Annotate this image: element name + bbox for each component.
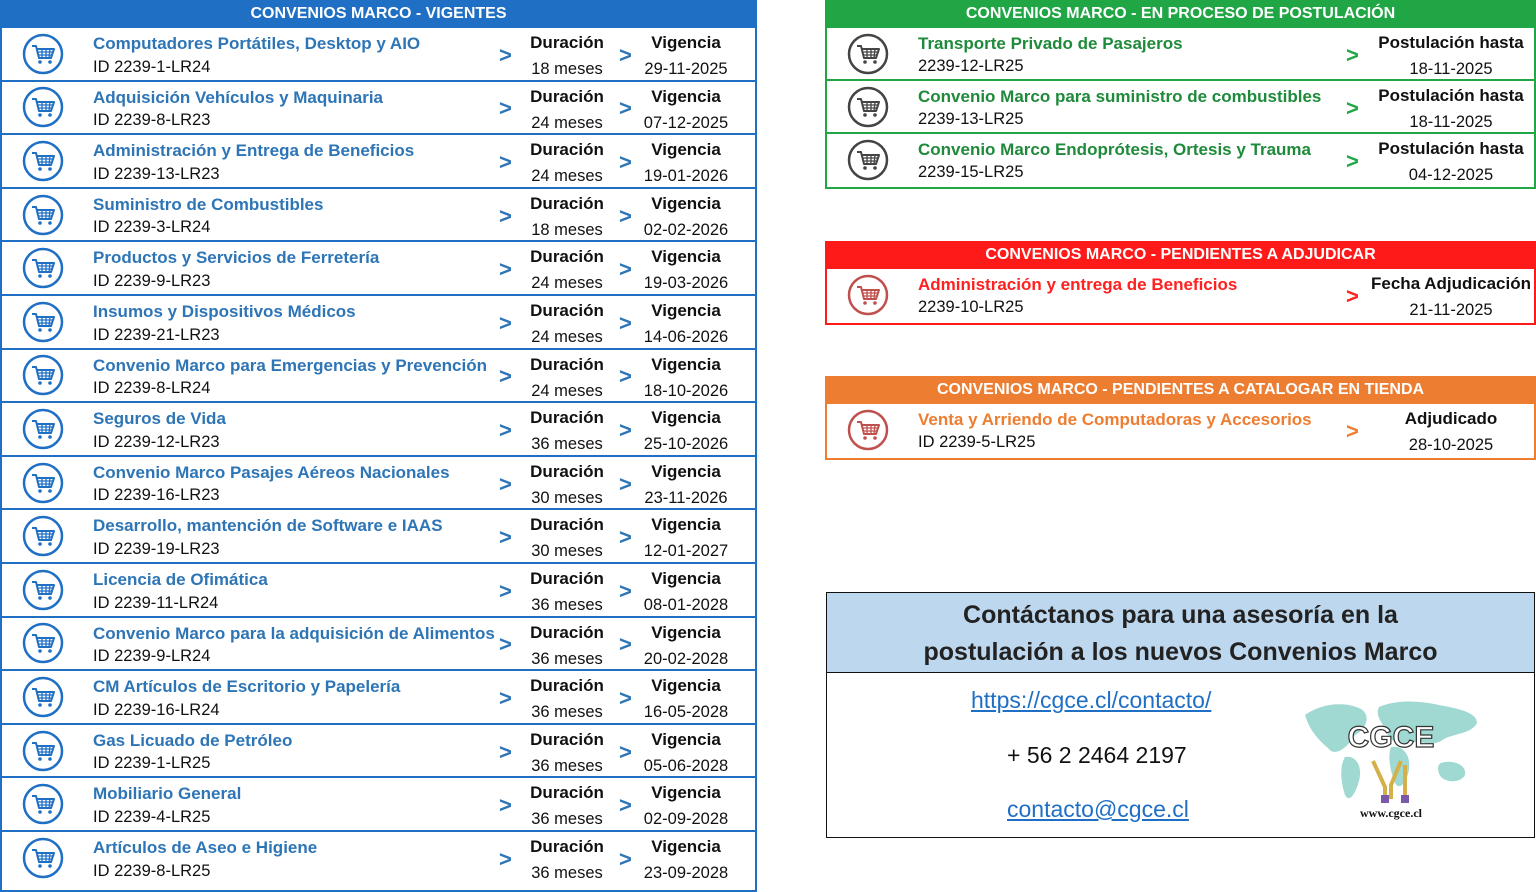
- convenio-id: 2239-13-LR25: [918, 110, 1024, 128]
- vigentes-row[interactable]: [2, 348, 755, 402]
- convenio-name[interactable]: Administración y Entrega de Beneficios: [93, 141, 415, 161]
- chevron-right-icon: >: [499, 792, 512, 818]
- catalogar-panel: [825, 376, 1536, 460]
- vigencia-col: [634, 28, 738, 79]
- fecha-value: 18-11-2025: [1409, 113, 1493, 131]
- vigentes-row[interactable]: [2, 401, 755, 455]
- chevron-right-icon: >: [619, 524, 632, 550]
- postulacion-row[interactable]: [827, 132, 1534, 185]
- shopping-cart-icon: [22, 837, 64, 879]
- duracion-label: Duración: [530, 300, 604, 320]
- vigencia-col: [634, 296, 738, 347]
- vigencia-value: 25-10-2026: [643, 435, 729, 454]
- duracion-value: 24 meses: [531, 274, 603, 293]
- duracion-col: [522, 350, 612, 401]
- fecha-label: Postulación hasta: [1378, 86, 1524, 105]
- shopping-cart-icon: [22, 462, 64, 504]
- shopping-cart-icon: [22, 33, 64, 75]
- vigentes-row[interactable]: [2, 240, 755, 294]
- duracion-label: Duración: [530, 408, 604, 428]
- convenio-name[interactable]: Productos y Servicios de Ferretería: [93, 248, 380, 268]
- shopping-cart-icon: [22, 676, 64, 718]
- chevron-right-icon: >: [619, 95, 632, 121]
- fecha-label: Postulación hasta: [1378, 33, 1524, 52]
- convenio-id: ID 2239-13-LR23: [93, 164, 220, 183]
- duracion-col: [522, 135, 612, 186]
- duracion-value: 36 meses: [531, 863, 603, 882]
- shopping-cart-icon: [22, 194, 64, 236]
- duracion-value: 36 meses: [531, 703, 603, 722]
- catalogar-list: [827, 402, 1534, 455]
- vigentes-row[interactable]: [2, 26, 755, 80]
- convenio-id: ID 2239-8-LR23: [93, 111, 211, 130]
- chevron-right-icon: >: [619, 363, 632, 389]
- contact-box: [826, 592, 1535, 838]
- duracion-col: [522, 457, 612, 508]
- vigentes-row[interactable]: [2, 455, 755, 509]
- vigencia-col: [634, 725, 738, 776]
- chevron-right-icon: >: [1346, 94, 1359, 120]
- shopping-cart-icon: [22, 622, 64, 664]
- convenio-id: 2239-15-LR25: [918, 163, 1024, 181]
- shopping-cart-icon: [847, 33, 889, 75]
- vigencia-value: 19-03-2026: [643, 274, 729, 293]
- duracion-label: Duración: [530, 247, 604, 267]
- convenio-id: ID 2239-16-LR23: [93, 486, 220, 505]
- vigentes-row[interactable]: [2, 616, 755, 670]
- convenio-name[interactable]: Gas Licuado de Petróleo: [93, 730, 293, 750]
- vigencia-label: Vigencia: [651, 300, 721, 320]
- convenio-id: ID 2239-1-LR24: [93, 57, 211, 76]
- convenio-name[interactable]: Convenio Marco Endoprótesis, Ortesis y Trauma: [918, 140, 1311, 159]
- chevron-right-icon: >: [499, 738, 512, 764]
- vigentes-row[interactable]: [2, 294, 755, 348]
- shopping-cart-icon: [847, 86, 889, 128]
- chevron-right-icon: >: [619, 631, 632, 657]
- shopping-cart-icon: [847, 139, 889, 181]
- duracion-col: [522, 242, 612, 293]
- chevron-right-icon: >: [619, 42, 632, 68]
- chevron-right-icon: >: [499, 524, 512, 550]
- chevron-right-icon: >: [1346, 147, 1359, 173]
- fecha-col: [1367, 269, 1535, 320]
- convenio-id: 2239-12-LR25: [918, 57, 1024, 75]
- vigencia-value: 07-12-2025: [643, 113, 729, 132]
- fecha-value: 18-11-2025: [1409, 60, 1493, 78]
- fecha-value: 21-11-2025: [1409, 301, 1493, 319]
- catalogar-header: CONVENIOS MARCO - PENDIENTES A CATALOGAR EN TIENDA: [825, 376, 1536, 402]
- duracion-value: 24 meses: [531, 113, 603, 132]
- vigencia-col: [634, 242, 738, 293]
- adjudicar-list: [827, 267, 1534, 320]
- contact-email-link[interactable]: contacto@cgce.cl: [1007, 796, 1189, 822]
- duracion-col: [522, 832, 612, 883]
- shopping-cart-icon: [847, 274, 889, 316]
- duracion-label: Duración: [530, 729, 604, 749]
- chevron-right-icon: >: [499, 310, 512, 336]
- vigencia-col: [634, 564, 738, 615]
- vigencia-label: Vigencia: [651, 568, 721, 588]
- duracion-label: Duración: [530, 354, 604, 374]
- duracion-col: [522, 189, 612, 240]
- adjudicar-panel: [825, 241, 1536, 325]
- duracion-col: [522, 778, 612, 829]
- duracion-col: [522, 510, 612, 561]
- convenio-id: 2239-10-LR25: [918, 298, 1024, 316]
- vigentes-row[interactable]: [2, 723, 755, 777]
- vigencia-label: Vigencia: [651, 676, 721, 696]
- convenio-name[interactable]: Administración y entrega de Beneficios: [918, 275, 1238, 294]
- convenio-name[interactable]: Suministro de Combustibles: [93, 194, 324, 214]
- contact-title: [827, 593, 1534, 673]
- shopping-cart-icon: [22, 301, 64, 343]
- duracion-label: Duración: [530, 622, 604, 642]
- shopping-cart-icon: [22, 569, 64, 611]
- shopping-cart-icon: [22, 86, 64, 128]
- duracion-col: [522, 618, 612, 669]
- chevron-right-icon: >: [499, 417, 512, 443]
- vigencia-col: [634, 778, 738, 829]
- convenio-id: ID 2239-9-LR24: [93, 647, 211, 666]
- chevron-right-icon: >: [619, 417, 632, 443]
- shopping-cart-icon: [847, 409, 889, 451]
- vigentes-header: CONVENIOS MARCO - VIGENTES: [0, 0, 757, 26]
- vigencia-value: 20-02-2028: [643, 649, 729, 668]
- convenio-name[interactable]: Transporte Privado de Pasajeros: [918, 34, 1183, 53]
- vigencia-label: Vigencia: [651, 836, 721, 856]
- convenio-name[interactable]: Licencia de Ofimática: [93, 569, 268, 589]
- logo-text: CGCE: [1347, 721, 1435, 754]
- vigencia-label: Vigencia: [651, 247, 721, 267]
- vigencia-value: 05-06-2028: [643, 756, 729, 775]
- chevron-right-icon: >: [499, 578, 512, 604]
- vigentes-row[interactable]: [2, 508, 755, 562]
- shopping-cart-icon: [22, 783, 64, 825]
- shopping-cart-icon: [847, 139, 889, 181]
- duracion-value: 30 meses: [531, 488, 603, 507]
- shopping-cart-icon: [22, 140, 64, 182]
- fecha-col: [1367, 134, 1535, 185]
- shopping-cart-icon: [22, 301, 64, 343]
- contact-phone: + 56 2 2464 2197: [1007, 742, 1187, 768]
- contact-title-line1: Contáctanos para una asesoría en la: [963, 601, 1398, 629]
- convenio-id: ID 2239-19-LR23: [93, 539, 220, 558]
- convenio-name[interactable]: Seguros de Vida: [93, 409, 226, 429]
- shopping-cart-icon: [22, 194, 64, 236]
- chevron-right-icon: >: [619, 202, 632, 228]
- world-map-logo-icon: [1301, 695, 1481, 820]
- convenio-name[interactable]: Convenio Marco para suministro de combustibles: [918, 87, 1322, 106]
- vigencia-label: Vigencia: [651, 193, 721, 213]
- shopping-cart-icon: [22, 676, 64, 718]
- duracion-value: 36 meses: [531, 810, 603, 829]
- fecha-col: [1367, 404, 1535, 455]
- vigencia-value: 02-02-2026: [643, 220, 729, 239]
- shopping-cart-icon: [22, 33, 64, 75]
- shopping-cart-icon: [22, 408, 64, 450]
- shopping-cart-icon: [22, 837, 64, 879]
- vigencia-value: 29-11-2025: [644, 60, 728, 78]
- chevron-right-icon: >: [1346, 41, 1359, 67]
- fecha-value: 28-10-2025: [1408, 436, 1494, 454]
- vigencia-value: 16-05-2028: [643, 703, 729, 722]
- vigentes-row[interactable]: [2, 80, 755, 134]
- chevron-right-icon: >: [619, 310, 632, 336]
- fecha-value: 04-12-2025: [1408, 166, 1494, 184]
- vigencia-label: Vigencia: [651, 515, 721, 535]
- duracion-label: Duración: [530, 140, 604, 160]
- duracion-label: Duración: [530, 33, 604, 52]
- duracion-label: Duración: [530, 836, 604, 856]
- duracion-col: [522, 403, 612, 454]
- fecha-label: Postulación hasta: [1378, 139, 1524, 158]
- chevron-right-icon: >: [619, 685, 632, 711]
- duracion-label: Duración: [530, 86, 604, 106]
- convenio-id: ID 2239-5-LR25: [918, 433, 1036, 451]
- vigencia-col: [634, 350, 738, 401]
- fecha-label: Adjudicado: [1404, 409, 1498, 428]
- fecha-label: Fecha Adjudicación: [1371, 274, 1531, 293]
- chevron-right-icon: >: [499, 470, 512, 496]
- vigentes-row[interactable]: [2, 562, 755, 616]
- vigencia-col: [634, 135, 738, 186]
- vigentes-list: [2, 26, 755, 884]
- duracion-value: 24 meses: [531, 167, 603, 186]
- duracion-value: 30 meses: [531, 542, 603, 561]
- shopping-cart-icon: [847, 33, 889, 75]
- vigencia-col: [634, 403, 738, 454]
- shopping-cart-icon: [22, 247, 64, 289]
- convenio-id: ID 2239-12-LR23: [93, 432, 220, 451]
- vigencia-label: Vigencia: [651, 354, 721, 374]
- shopping-cart-icon: [22, 408, 64, 450]
- convenio-name[interactable]: Computadores Portátiles, Desktop y AIO: [93, 34, 421, 53]
- vigencia-value: 08-01-2028: [643, 595, 729, 614]
- postulacion-list: [827, 26, 1534, 185]
- chevron-right-icon: >: [619, 792, 632, 818]
- convenio-id: ID 2239-21-LR23: [93, 325, 220, 344]
- duracion-value: 36 meses: [531, 435, 603, 454]
- duracion-value: 36 meses: [531, 595, 603, 614]
- convenio-name[interactable]: Desarrollo, mantención de Software e IAAS: [93, 516, 443, 536]
- duracion-value: 18 meses: [531, 60, 603, 78]
- catalogar-row[interactable]: [827, 402, 1534, 455]
- logo-url: www.cgce.cl: [1360, 806, 1422, 820]
- convenio-name[interactable]: Convenio Marco Pasajes Aéreos Nacionales: [93, 462, 450, 482]
- vigencia-col: [634, 189, 738, 240]
- convenio-id: ID 2239-1-LR25: [93, 754, 211, 773]
- vigencia-col: [634, 671, 738, 722]
- chevron-right-icon: >: [499, 631, 512, 657]
- convenio-name[interactable]: Insumos y Dispositivos Médicos: [93, 301, 356, 321]
- vigencia-label: Vigencia: [651, 622, 721, 642]
- chevron-right-icon: >: [499, 846, 512, 872]
- vigencia-value: 02-09-2028: [643, 810, 729, 829]
- chevron-right-icon: >: [619, 149, 632, 175]
- chevron-right-icon: >: [619, 256, 632, 282]
- convenio-id: ID 2239-4-LR25: [93, 807, 211, 826]
- vigentes-row[interactable]: [2, 669, 755, 723]
- cgce-logo: [1301, 695, 1481, 820]
- vigencia-label: Vigencia: [651, 461, 721, 481]
- postulacion-header: CONVENIOS MARCO - EN PROCESO DE POSTULACIÓN: [825, 0, 1536, 26]
- chevron-right-icon: >: [619, 578, 632, 604]
- vigencia-value: 19-01-2026: [643, 167, 729, 186]
- vigencia-col: [634, 510, 738, 561]
- shopping-cart-icon: [22, 569, 64, 611]
- vigencia-label: Vigencia: [651, 729, 721, 749]
- shopping-cart-icon: [22, 730, 64, 772]
- vigencia-label: Vigencia: [651, 86, 721, 106]
- duracion-value: 36 meses: [531, 649, 603, 668]
- fecha-col: [1367, 28, 1535, 79]
- chevron-right-icon: >: [499, 149, 512, 175]
- adjudicar-header: CONVENIOS MARCO - PENDIENTES A ADJUDICAR: [825, 241, 1536, 267]
- postulacion-panel: [825, 0, 1536, 189]
- shopping-cart-icon: [22, 354, 64, 396]
- duracion-col: [522, 296, 612, 347]
- adjudicar-row[interactable]: [827, 267, 1534, 320]
- duracion-col: [522, 671, 612, 722]
- vigencia-label: Vigencia: [651, 408, 721, 428]
- vigencia-value: 23-11-2026: [644, 488, 728, 507]
- shopping-cart-icon: [22, 86, 64, 128]
- vigencia-value: 12-01-2027: [643, 542, 729, 561]
- vigencia-col: [634, 618, 738, 669]
- duracion-label: Duración: [530, 193, 604, 213]
- convenio-name[interactable]: Artículos de Aseo e Higiene: [93, 837, 318, 857]
- duracion-label: Duración: [530, 568, 604, 588]
- convenio-id: ID 2239-9-LR23: [93, 271, 211, 290]
- shopping-cart-icon: [847, 274, 889, 316]
- convenio-id: ID 2239-8-LR25: [93, 861, 211, 880]
- vigentes-row[interactable]: [2, 776, 755, 830]
- duracion-value: 24 meses: [531, 327, 603, 346]
- shopping-cart-icon: [22, 140, 64, 182]
- convenio-name[interactable]: Convenio Marco para la adquisición de Alimentos: [93, 623, 495, 643]
- chevron-right-icon: >: [619, 846, 632, 872]
- fecha-col: [1367, 81, 1535, 132]
- duracion-label: Duración: [530, 783, 604, 803]
- duracion-label: Duración: [530, 461, 604, 481]
- duracion-label: Duración: [530, 515, 604, 535]
- duracion-col: [522, 564, 612, 615]
- convenio-name[interactable]: Mobiliario General: [93, 784, 242, 804]
- chevron-right-icon: >: [499, 42, 512, 68]
- vigentes-row[interactable]: [2, 133, 755, 187]
- vigencia-value: 18-10-2026: [643, 381, 729, 400]
- duracion-col: [522, 28, 612, 79]
- vigencia-value: 14-06-2026: [643, 327, 729, 346]
- chevron-right-icon: >: [499, 95, 512, 121]
- convenio-id: ID 2239-16-LR24: [93, 700, 220, 719]
- shopping-cart-icon: [22, 515, 64, 557]
- vigencia-label: Vigencia: [651, 783, 721, 803]
- duracion-col: [522, 725, 612, 776]
- shopping-cart-icon: [22, 515, 64, 557]
- shopping-cart-icon: [22, 354, 64, 396]
- chevron-right-icon: >: [619, 470, 632, 496]
- vigencia-col: [634, 457, 738, 508]
- duracion-value: 24 meses: [531, 381, 603, 400]
- convenio-name[interactable]: Convenio Marco para Emergencias y Prevención: [93, 355, 487, 375]
- vigencia-col: [634, 832, 738, 883]
- chevron-right-icon: >: [499, 256, 512, 282]
- convenio-name[interactable]: Venta y Arriendo de Computadoras y Accesorios: [918, 410, 1312, 429]
- duracion-value: 36 meses: [531, 756, 603, 775]
- duracion-value: 18 meses: [531, 220, 603, 239]
- contact-url-link[interactable]: https://cgce.cl/contacto/: [971, 687, 1212, 713]
- vigentes-row[interactable]: [2, 187, 755, 241]
- chevron-right-icon: >: [499, 202, 512, 228]
- postulacion-row[interactable]: [827, 26, 1534, 79]
- vigentes-row[interactable]: [2, 830, 755, 884]
- duracion-label: Duración: [530, 676, 604, 696]
- chevron-right-icon: >: [1346, 417, 1359, 443]
- convenio-name[interactable]: Adquisición Vehículos y Maquinaria: [93, 87, 384, 107]
- chevron-right-icon: >: [499, 685, 512, 711]
- duracion-col: [522, 82, 612, 133]
- vigentes-panel: [0, 0, 757, 892]
- contact-title-line2: postulación a los nuevos Convenios Marco: [923, 638, 1438, 666]
- shopping-cart-icon: [22, 783, 64, 825]
- shopping-cart-icon: [22, 462, 64, 504]
- vigencia-value: 23-09-2028: [643, 863, 729, 882]
- convenio-name[interactable]: CM Artículos de Escritorio y Papelería: [93, 677, 401, 697]
- shopping-cart-icon: [22, 247, 64, 289]
- vigencia-label: Vigencia: [651, 140, 721, 160]
- shopping-cart-icon: [847, 409, 889, 451]
- chevron-right-icon: >: [499, 363, 512, 389]
- convenio-id: ID 2239-11-LR24: [93, 593, 219, 612]
- convenio-id: ID 2239-8-LR24: [93, 379, 211, 398]
- vigencia-col: [634, 82, 738, 133]
- shopping-cart-icon: [22, 622, 64, 664]
- shopping-cart-icon: [22, 730, 64, 772]
- chevron-right-icon: >: [1346, 282, 1359, 308]
- convenio-id: ID 2239-3-LR24: [93, 218, 211, 237]
- postulacion-row[interactable]: [827, 79, 1534, 132]
- shopping-cart-icon: [847, 86, 889, 128]
- chevron-right-icon: >: [619, 738, 632, 764]
- vigencia-label: Vigencia: [651, 33, 721, 52]
